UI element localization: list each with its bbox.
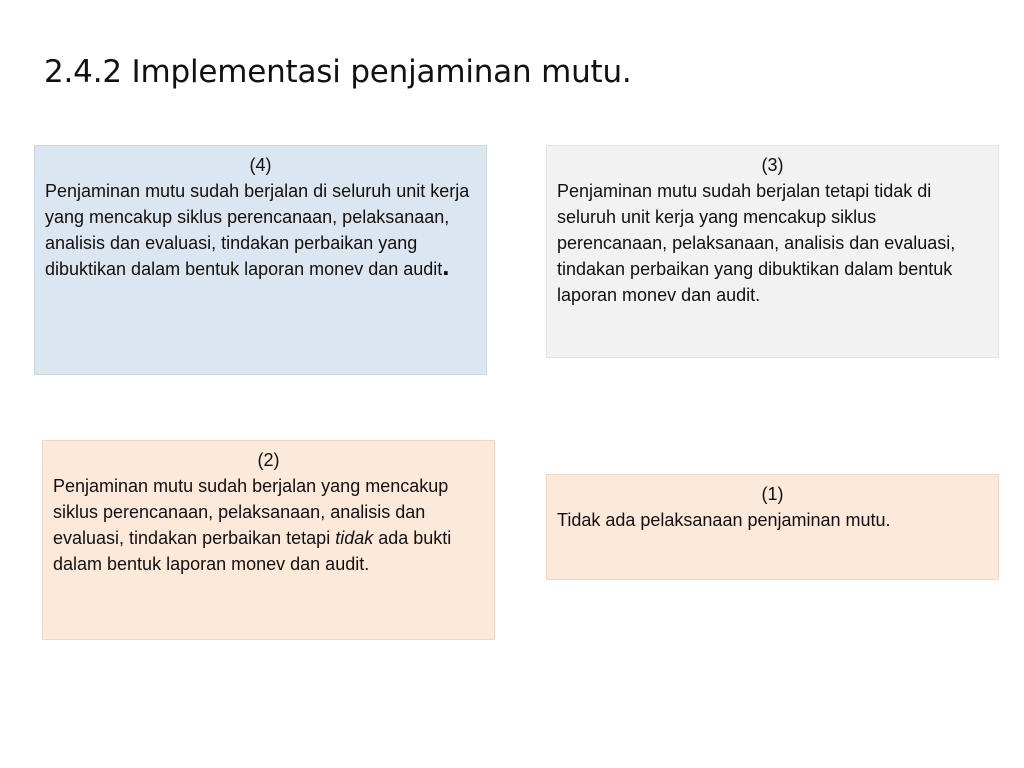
level-3-box: [546, 145, 999, 358]
level-2-text-italic: tidak: [335, 528, 374, 548]
level-2-description: [53, 473, 484, 577]
level-1-box: [546, 474, 999, 580]
level-2-text-after: ada bukti dalam bentuk laporan monev dan audit.: [53, 528, 452, 574]
level-2-text-before: Penjaminan mutu sudah berjalan yang mencakup siklus perencanaan, pelaksanaan, analisis dan evaluasi, tindakan perbaikan tetapi: [53, 476, 449, 548]
level-3-label: (3): [761, 155, 784, 175]
level-4-description: [45, 178, 476, 282]
level-4-box: [34, 145, 487, 375]
level-1-label: (1): [761, 484, 784, 504]
level-4-text: Penjaminan mutu sudah berjalan di seluruh unit kerja yang mencakup siklus perencanaan, pelaksanaan, analisis dan evaluasi, tindakan perbaikan yang dibuktikan dalam bentuk laporan monev dan audit: [45, 181, 470, 279]
slide-title: 2.4.2 Implementasi penjaminan mutu.: [44, 54, 632, 90]
level-1-description: Tidak ada pelaksanaan penjaminan mutu.: [557, 510, 891, 530]
level-4-end-mark: .: [442, 251, 450, 281]
level-2-label: (2): [257, 450, 280, 470]
level-3-description: Penjaminan mutu sudah berjalan tetapi tidak di seluruh unit kerja yang mencakup siklus perencanaan, pelaksanaan, analisis dan evaluasi, tindakan perbaikan yang dibuktikan dalam bentuk laporan monev dan audit.: [557, 181, 956, 305]
level-2-box: [42, 440, 495, 640]
level-4-label: (4): [249, 155, 272, 175]
